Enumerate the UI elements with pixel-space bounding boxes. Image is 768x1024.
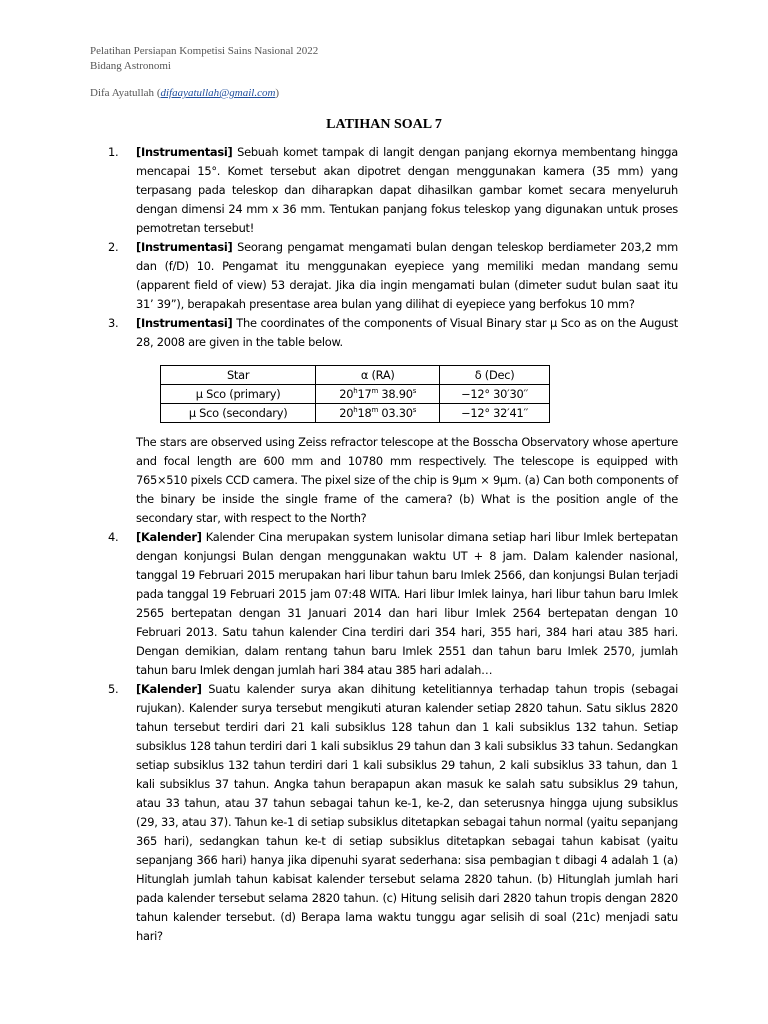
question-text: The coordinates of the components of Visual Binary star μ Sco as on the August 28, 2008 are given in the table below.: [136, 316, 678, 349]
question-number: 3.: [108, 316, 119, 330]
question-number: 5.: [108, 682, 119, 696]
author-email-link[interactable]: difaayatullah@gmail.com: [160, 87, 276, 99]
question-tag: [Instrumentasi]: [136, 145, 233, 159]
table-header-cell: α (RA): [316, 366, 440, 385]
question-item: [90, 528, 678, 680]
question-text: Sebuah komet tampak di langit dengan panjang ekornya membentang hingga mencapai 15°. Komet tersebut akan dipotret dengan menggunakan kamera (35 mm) yang terpasang pada teleskop dan diharapkan dapat dihasilkan gambar komet secara menyeluruh dengan dimensi 24 mm x 36 mm. Tentukan panjang fokus teleskop yang digunakan untuk proses pemotretan tersebut!: [136, 145, 678, 235]
document-header: [90, 44, 318, 74]
table-header-cell: δ (Dec): [440, 366, 550, 385]
question-item: [90, 314, 678, 528]
question-tag: [Kalender]: [136, 682, 202, 696]
coordinates-table: [160, 365, 550, 423]
header-course-title: Pelatihan Persiapan Kompetisi Sains Nasional 2022: [90, 45, 319, 57]
right-ascension-cell: 20$^h$18$^m$ 03.30$^s$: [316, 404, 440, 423]
question-number: 4.: [108, 530, 119, 544]
question-tag: [Instrumentasi]: [136, 316, 233, 330]
header-subject: Bidang Astronomi: [90, 60, 171, 72]
question-item: [90, 680, 678, 946]
question-tag: [Instrumentasi]: [136, 240, 233, 254]
question-text: Suatu kalender surya akan dihitung ketelitiannya terhadap tahun tropis (sebagai rujukan). Kalender surya tersebut mengikuti aturan kalender setiap 2820 tahun. Satu siklus 2820 tahun tersebut terdiri dari 21 kali subsiklus 128 tahun dan 1 kali subsiklus 132 tahun. Setiap subsiklus 128 tahun terdiri dari 1 kali subsiklus 29 tahun dan 3 kali subsiklus 33 tahun. Sedangkan setiap subsiklus 132 tahun terdiri dari 1 kali subsiklus 29 tahun, 2 kali subsiklus 33 tahun, dan 1 kali subsiklus 37 tahun. Angka tahun berapapun akan masuk ke salah satu subsiklus 29 tahun, atau 33 tahun, atau 37 tahun sebagai tahun ke-1, ke-2, dan seterusnya hingga ujung subsiklus (29, 33, atau 37). Tahun ke-1 di setiap subsiklus ditetapkan sebagai tahun normal (yaitu sepanjang 365 hari), sedangkan tahun ke-t di setiap subsiklus ditetapkan sebagai tahun kabisat (yaitu sepanjang 366 hari) hanya jika dipenuhi syarat sederhana: sisa pembagian t dibagi 4 adalah 1 (a) Hitunglah jumlah tahun kabisat kalender tersebut selama 2820 tahun. (b) Hitunglah jumlah hari pada kalender tersebut selama 2820 tahun. (c) Hitung selisih dari 2820 tahun tropis dengan 2820 tahun kalender tersebut. (d) Berapa lama waktu tunggu agar selisih di soal (21c) menjadi satu hari?: [136, 682, 678, 943]
question-text-continued: The stars are observed using Zeiss refractor telescope at the Bosscha Observatory whose aperture and focal length are 600 mm and 10780 mm respectively. The telescope is equipped with 765×510 pixels CCD camera. The pixel size of the chip is 9μm × 9μm. (a) Can both components of the binary be inside the single frame of the camera? (b) What is the position angle of the secondary star, with respect to the North?: [136, 435, 678, 525]
question-text: Kalender Cina merupakan system lunisolar dimana setiap hari libur Imlek bertepatan dengan konjungsi Bulan dengan menggunakan waktu UT + 8 jam. Dalam kalender nasional, tanggal 19 Februari 2015 merupakan hari libur tahun baru Imlek 2566, dan konjungsi Bulan terjadi pada tanggal 19 Februari 2015 jam 07:48 WITA. Hari libur Imlek lainya, hari libur tahun baru Imlek 2565 bertepatan dengan 31 Januari 2014 dan hari libur Imlek 2564 bertepatan dengan 10 Februari 2013. Satu tahun kalender Cina terdiri dari 354 hari, 355 hari, 384 hari atau 385 hari. Dengan demikian, dalam rentang tahun baru Imlek 2551 dan tahun baru Imlek 2570, jumlah tahun baru Imlek dengan jumlah hari 384 atau 385 hari adalah…: [136, 530, 678, 677]
question-text: Seorang pengamat mengamati bulan dengan teleskop berdiameter 203,2 mm dan (f/D) 10. Pengamat itu menggunakan eyepiece yang memiliki medan mandang semu (apparent field of view) 53 derajat. Jika dia ingin mengamati bulan (dimeter sudut bulan saat itu 31’ 39”), berapakah presentase area bulan yang dilihat di eyepiece yang berfokus 10 mm?: [136, 240, 678, 311]
table-row: [161, 385, 550, 404]
question-number: 1.: [108, 145, 119, 159]
declination-cell: −12° 30′30′′: [440, 385, 550, 404]
table-header-row: [161, 366, 550, 385]
star-name-cell: μ Sco (primary): [161, 385, 316, 404]
table-header-cell: Star: [161, 366, 316, 385]
star-name-cell: μ Sco (secondary): [161, 404, 316, 423]
question-number: 2.: [108, 240, 119, 254]
question-item: [90, 238, 678, 314]
table-row: [161, 404, 550, 423]
right-ascension-cell: 20$^h$17$^m$ 38.90$^s$: [316, 385, 440, 404]
author-line: Difa Ayatullah (difaayatullah@gmail.com): [90, 87, 280, 99]
page-title: LATIHAN SOAL 7: [326, 117, 442, 132]
question-tag: [Kalender]: [136, 530, 202, 544]
declination-cell: −12° 32′41′′: [440, 404, 550, 423]
question-item: [90, 143, 678, 238]
author-name: Difa Ayatullah: [90, 87, 155, 99]
question-list: [90, 143, 678, 946]
